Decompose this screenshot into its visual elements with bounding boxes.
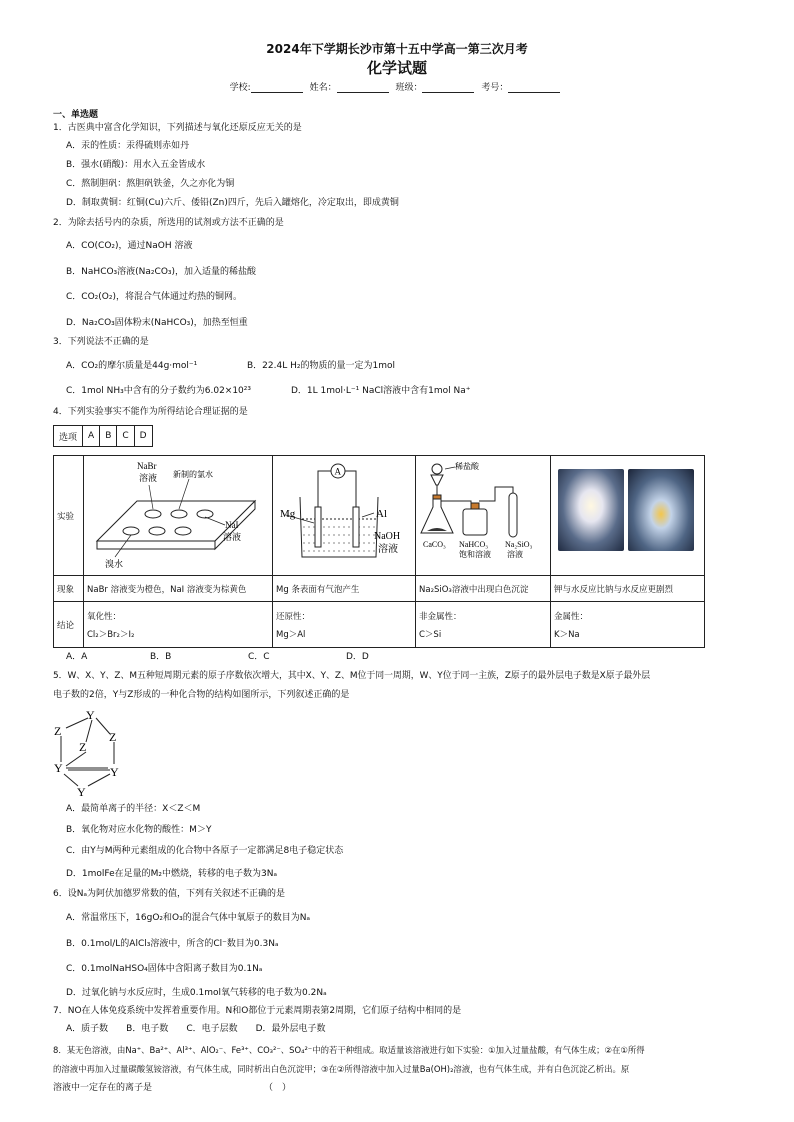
conclusion-c <box>416 602 551 648</box>
label-nahco3: NaHCO₃ <box>459 539 489 549</box>
q1-option-a: A．汞的性质：汞得硫则赤如丹 <box>66 141 190 151</box>
q3-option-c: C．1mol NH₃中含有的分子数约为6.02×10²³ <box>66 386 252 396</box>
atom-y-bottom: Y <box>77 785 86 798</box>
options-header-cell: D <box>134 426 152 447</box>
atom-y-right: Y <box>110 765 119 779</box>
q3-stem: 3．下列说法不正确的是 <box>53 337 149 347</box>
q3-option-a: A．CO₂的摩尔质量是44g·mol⁻¹ <box>66 361 198 371</box>
q2-stem: 2．为除去括号内的杂质，所选用的试剂或方法不正确的是 <box>53 218 284 228</box>
phenomenon-b: Mg 条表面有气泡产生 <box>273 576 416 602</box>
q5-stem-line2: 电子数的2倍，Y与Z形成的一种化合物的结构如图所示，下列叙述正确的是 <box>53 690 350 700</box>
q7-options: A．质子数 B．电子数 C．电子层数 D．最外层电子数 <box>66 1024 326 1034</box>
label-bromine-water: 溴水 <box>105 559 124 570</box>
label-nabr: NaBr <box>137 460 157 471</box>
conclusion-a-value: Cl₂＞Br₂＞I₂ <box>87 629 135 640</box>
label-na2sio3: Na₂SiO₃ <box>505 539 533 549</box>
experiment-d-cell <box>551 456 705 576</box>
atom-y-left: Y <box>54 761 63 775</box>
q4-options-header-table <box>53 425 153 447</box>
ammeter-label: A <box>334 466 341 476</box>
acid-strength-apparatus-diagram <box>419 457 547 575</box>
conclusion-b-value: Mg＞Al <box>276 629 306 640</box>
row-label-conclusion: 结论 <box>54 602 84 648</box>
row-label-phenomenon: 现象 <box>54 576 84 602</box>
label-chlorine-water: 新制的氯水 <box>173 469 213 479</box>
q5-option-b: B．氧化物对应水化物的酸性：M＞Y <box>66 825 212 835</box>
exam-title: 2024年下学期长沙市第十五中学高一第三次月考 <box>266 42 528 56</box>
q4-experiment-table <box>53 455 705 648</box>
q8-stem-line1: 8．某无色溶液，由Na⁺、Ba²⁺、Al³⁺、AlO₂⁻、Fe³⁺、CO₃²⁻、SO₄²⁻中的若干种组成。取适量该溶液进行如下实验：①加入过量盐酸，有气体生成；②在①所得 <box>53 1045 645 1055</box>
q1-option-c: C．熬制胆矾：熬胆矾铁釜，久之亦化为铜 <box>66 179 235 189</box>
q2-option-b: B．NaHCO₃溶液(Na₂CO₃)，加入适量的稀盐酸 <box>66 267 257 277</box>
mg-al-cell-diagram <box>276 457 412 575</box>
student-info-row <box>0 80 794 93</box>
section-title: 一、单选题 <box>53 110 99 120</box>
experiment-a-cell <box>84 456 273 576</box>
label-na2sio3-solution: 溶液 <box>507 549 523 559</box>
school-blank[interactable] <box>251 83 303 93</box>
q4-option-a: A．A <box>66 652 88 662</box>
q6-option-d: D．过氧化钠与水反应时，生成0.1mol氧气转移的电子数为0.2Nₐ <box>66 988 327 998</box>
conclusion-a <box>84 602 273 648</box>
experiment-c-cell <box>416 456 551 576</box>
q3-option-d: D．1L 1mol·L⁻¹ NaCl溶液中含有1mol Na⁺ <box>291 386 471 396</box>
row-label-experiment: 实验 <box>54 456 84 576</box>
atom-z-right: Z <box>109 730 117 744</box>
q4-stem: 4．下列实验事实不能作为所得结论合理证据的是 <box>53 407 248 417</box>
label-naoh: NaOH <box>374 530 401 542</box>
phenomenon-a: NaBr 溶液变为橙色，NaI 溶液变为棕黄色 <box>84 576 273 602</box>
exam-subject: 化学试题 <box>366 59 427 77</box>
phenomenon-d: 钾与水反应比钠与水反应更剧烈 <box>551 576 705 602</box>
q2-option-c: C．CO₂(O₂)，将混合气体通过灼热的铜网。 <box>66 292 242 302</box>
label-naoh-solution: 溶液 <box>378 543 398 555</box>
number-label: 考号： <box>481 83 509 93</box>
class-blank[interactable] <box>422 83 474 93</box>
sodium-water-photo <box>628 469 694 551</box>
conclusion-b-title: 还原性： <box>276 611 311 622</box>
q7-stem: 7．NO在人体免疫系统中发挥着重要作用。N和O都位于元素周期表第2周期，它们原子结构中相同的是 <box>53 1006 462 1016</box>
school-label: 学校: <box>229 83 251 93</box>
conclusion-a-title: 氧化性： <box>87 611 122 622</box>
label-mg: Mg <box>280 507 296 520</box>
name-label: 姓名： <box>309 83 337 93</box>
q5-option-c: C．由Y与M两种元素组成的化合物中各原子一定都满足8电子稳定状态 <box>66 846 344 856</box>
q8-stem-line2: 的溶液中再加入过量碳酸氢铵溶液，有气体生成，同时析出白色沉淀甲；③在②所得溶液中加入过量Ba(OH)₂溶液，也有气体生成，并有白色沉淀乙析出。原 <box>53 1064 630 1074</box>
conclusion-d <box>551 602 705 648</box>
atom-y-top: Y <box>86 708 95 722</box>
conclusion-b <box>273 602 416 648</box>
options-header-cell: 选项 <box>54 426 83 447</box>
options-header-cell: A <box>83 426 100 447</box>
label-nabr-solution: 溶液 <box>139 473 158 484</box>
conclusion-c-title: 非金属性： <box>419 611 462 622</box>
q2-option-d: D．Na₂CO₃固体粉末(NaHCO₃)，加热至恒重 <box>66 318 248 328</box>
halogen-spot-plate-diagram <box>87 457 269 575</box>
q4-option-d: D．D <box>346 652 369 662</box>
q2-option-a: A．CO(CO₂)，通过NaOH 溶液 <box>66 241 193 251</box>
conclusion-c-value: C＞Si <box>419 629 442 640</box>
q1-stem: 1．古医典中富含化学知识，下列描述与氧化还原反应无关的是 <box>53 123 302 133</box>
q3-option-b: B．22.4L H₂的物质的量一定为1mol <box>247 361 395 371</box>
q6-option-c: C．0.1molNaHSO₄固体中含阳离子数目为0.1Nₐ <box>66 964 263 974</box>
atom-z-center: Z <box>79 740 87 754</box>
label-nai: NaI <box>225 519 239 530</box>
q6-stem: 6．设Nₐ为阿伏加德罗常数的值，下列有关叙述不正确的是 <box>53 889 285 899</box>
label-al: Al <box>376 507 387 520</box>
options-header-cell: B <box>100 426 117 447</box>
number-blank[interactable] <box>508 83 560 93</box>
q1-option-d: D．制取黄铜：红铜(Cu)六斤、倭铅(Zn)四斤，先后入罐熔化，冷定取出，即成黄铜 <box>66 198 399 208</box>
conclusion-d-value: K＞Na <box>554 629 580 640</box>
options-header-cell: C <box>117 426 134 447</box>
phenomenon-c: Na₂SiO₃溶液中出现白色沉淀 <box>416 576 551 602</box>
experiment-b-cell <box>273 456 416 576</box>
q4-option-c: C．C <box>248 652 270 662</box>
name-blank[interactable] <box>337 83 389 93</box>
conclusion-d-title: 金属性： <box>554 611 589 622</box>
q8-answer-paren: （ ） <box>264 1083 292 1093</box>
potassium-water-photo <box>558 469 624 551</box>
yz-structure-diagram <box>50 706 130 798</box>
class-label: 班级： <box>395 83 423 93</box>
q6-option-b: B．0.1mol/L的AlCl₃溶液中，所含的Cl⁻数目为0.3Nₐ <box>66 939 279 949</box>
label-dilute-hcl: 稀盐酸 <box>455 461 479 471</box>
label-caco3: CaCO₃ <box>423 539 446 549</box>
q5-option-a: A．最简单离子的半径：X＜Z＜M <box>66 804 201 814</box>
label-nai-solution: 溶液 <box>223 532 242 543</box>
q4-option-b: B．B <box>150 652 172 662</box>
q8-stem-line3: 溶液中一定存在的离子是 <box>53 1083 153 1093</box>
label-saturated-solution: 饱和溶液 <box>459 549 491 559</box>
q5-stem-line1: 5．W、X、Y、Z、M五种短周期元素的原子序数依次增大，其中X、Y、Z、M位于同一周期，W、Y位于同一主族，Z原子的最外层电子数是X原子最外层 <box>53 671 651 681</box>
atom-z-left: Z <box>54 724 62 738</box>
q6-option-a: A．常温常压下，16gO₂和O₃的混合气体中氧原子的数目为Nₐ <box>66 913 310 923</box>
q5-option-d: D．1molFe在足量的M₂中燃烧，转移的电子数为3Nₐ <box>66 869 278 879</box>
q1-option-b: B．强水(硝酸)：用水入五金皆成水 <box>66 160 206 170</box>
